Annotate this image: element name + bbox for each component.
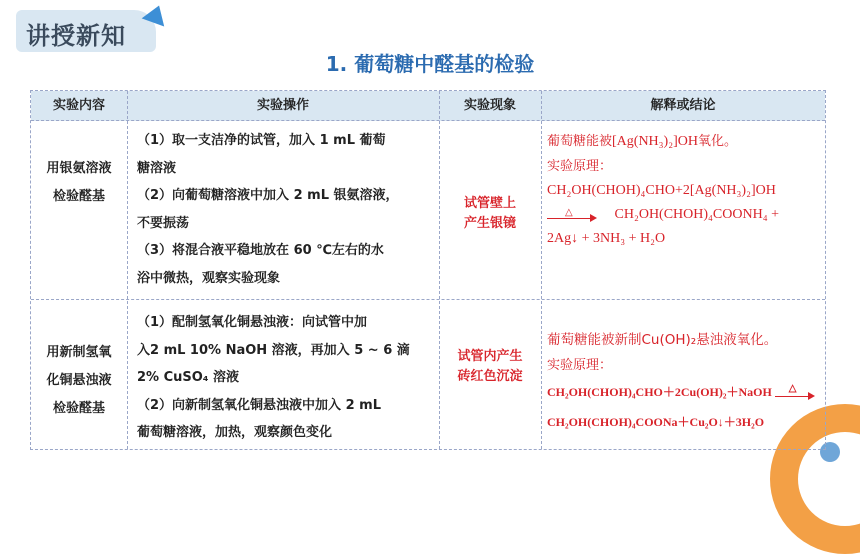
table-row-2-operation (137, 309, 410, 447)
heat-symbol: △ (565, 206, 573, 218)
conclusion-suffix: 氧化。 (697, 134, 737, 149)
equation-line-2: CH₂OH(CHOH)₄COONa＋Cu₂O↓＋3H₂O (547, 415, 765, 429)
row-divider (31, 299, 825, 300)
operation-line: 浴中微热，观察实验现象 (137, 270, 281, 286)
content-line: 用银氨溶液 (46, 161, 112, 176)
content-line: 化铜悬浊液 (46, 373, 112, 388)
header-cell-operation: 实验操作 (256, 98, 309, 113)
equation-product: CH₂OH(CHOH)₄COONH₄ + (614, 207, 779, 222)
phenomenon-line: 试管内产生 (457, 349, 523, 364)
equation-line-2 (547, 203, 779, 227)
operation-line: （2）向新制氢氧化铜悬浊液中加入 2 mL (137, 397, 381, 413)
column-divider (541, 91, 542, 449)
operation-line: （1）取一支洁净的试管，加入 1 mL 葡萄 (137, 133, 386, 148)
reaction-arrow-icon (547, 206, 597, 221)
slide-title: 1. 葡萄糖中醛基的检验 (325, 52, 535, 76)
table-row-1-phenomenon (439, 194, 541, 234)
content-line: 检验醛基 (52, 401, 105, 416)
equation-line-1 (547, 382, 815, 402)
equation-reactants: CH₂OH(CHOH)₄CHO＋2Cu(OH)₂＋NaOH (547, 385, 772, 399)
table-row-1-conclusion (547, 129, 779, 251)
phenomenon-line: 砖红色沉淀 (457, 369, 523, 384)
equation-line-1: CH₂OH(CHOH)₄CHO+2[Ag(NH₃)₂]OH (547, 183, 776, 198)
operation-line: （1）配制氢氧化铜悬浊液：向试管中加 (137, 315, 368, 330)
header-cell-content: 实验内容 (52, 98, 105, 113)
table-row-2-phenomenon (439, 347, 541, 387)
conclusion-reagent: [Ag(NH₃)₂]OH (612, 134, 698, 149)
principle-label: 实验原理： (547, 159, 613, 174)
table-row-1-operation (137, 127, 399, 292)
phenomenon-line: 试管壁上 (463, 196, 516, 211)
operation-line: 2% CuSO₄ 溶液 (137, 370, 240, 385)
operation-line: 入2 mL 10% NaOH 溶液，再加入 5 ~ 6 滴 (137, 342, 410, 358)
table-row-2-content (31, 339, 127, 423)
operation-line: 糖溶液 (137, 160, 177, 176)
table-header-row (31, 91, 825, 121)
heat-symbol: △ (788, 383, 797, 395)
conclusion-prefix: 葡萄糖能被 (547, 134, 613, 149)
table-row-1-content (31, 155, 127, 211)
operation-line: 葡萄糖溶液，加热，观察颜色变化 (137, 425, 333, 440)
equation-line-3: 2Ag↓ + 3NH₃ + H₂O (547, 231, 666, 246)
content-line: 检验醛基 (52, 189, 105, 204)
principle-label: 实验原理： (547, 358, 613, 373)
operation-line: （2）向葡萄糖溶液中加入 2 mL 银氨溶液， (137, 188, 399, 203)
experiment-table (30, 90, 826, 450)
content-line: 用新制氢氧 (46, 345, 112, 360)
operation-line: （3）将混合液平稳地放在 60 ℃左右的水 (137, 243, 384, 258)
conclusion-statement: 葡萄糖能被新制Cu(OH)₂悬浊液氧化。 (547, 332, 778, 348)
column-divider (439, 91, 440, 449)
reaction-arrow-icon (775, 383, 815, 399)
phenomenon-line: 产生银镜 (463, 216, 516, 231)
column-divider (127, 91, 128, 449)
header-cell-phenomenon: 实验现象 (463, 98, 516, 113)
conclusion-statement (547, 129, 779, 154)
section-badge (16, 10, 156, 52)
table-row-2-conclusion (547, 328, 815, 432)
section-badge-text: 讲授新知 (26, 22, 126, 50)
operation-line: 不要振荡 (137, 215, 190, 231)
header-cell-conclusion: 解释或结论 (650, 98, 716, 113)
